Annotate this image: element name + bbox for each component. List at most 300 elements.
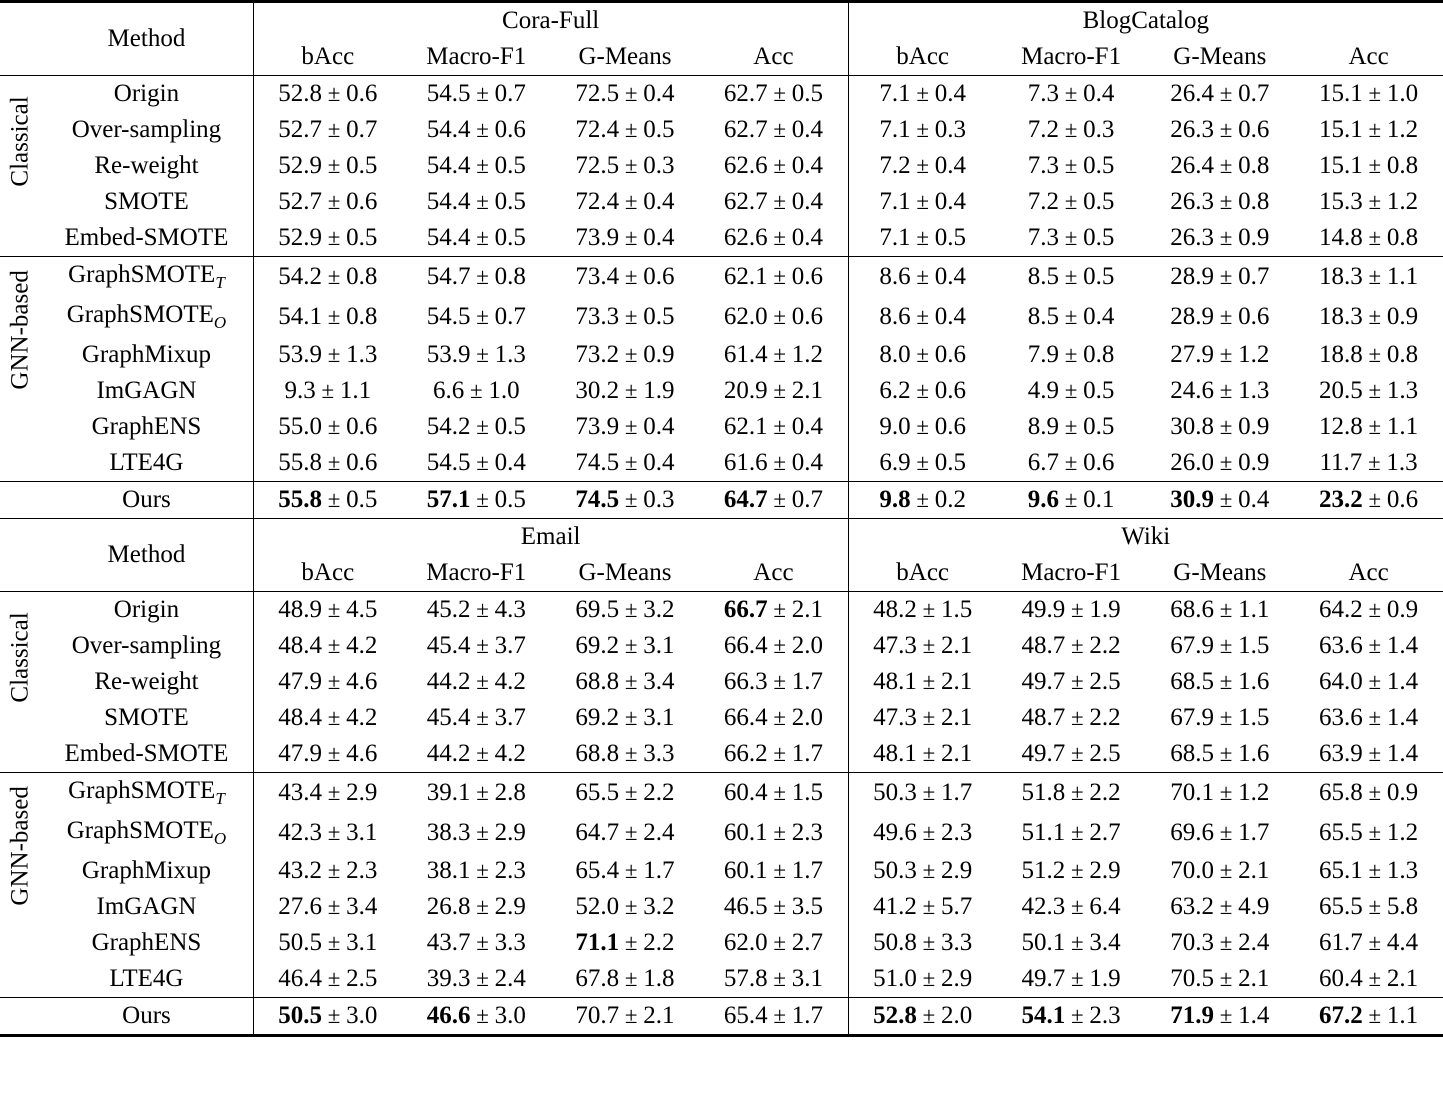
plus-minus-icon: ± bbox=[1362, 414, 1387, 439]
metric-cell bbox=[402, 813, 551, 853]
metric-std: 0.5 bbox=[791, 80, 823, 107]
metric-cell bbox=[402, 220, 551, 257]
plus-minus-icon: ± bbox=[619, 633, 644, 658]
metric-mean: 47.3 bbox=[873, 632, 917, 659]
method-name: ImGAGN bbox=[96, 377, 197, 404]
metric-mean: 72.4 bbox=[575, 188, 620, 215]
metric-cell bbox=[848, 813, 997, 853]
metric-cell bbox=[551, 925, 700, 961]
metric-std: 2.7 bbox=[1089, 819, 1121, 846]
metric-cell bbox=[551, 373, 700, 409]
metric-mean: 20.9 bbox=[723, 377, 768, 404]
metric-cell bbox=[253, 257, 402, 298]
metric-cell bbox=[848, 773, 997, 814]
plus-minus-icon: ± bbox=[321, 820, 347, 845]
metric-mean: 41.2 bbox=[873, 893, 917, 920]
method-name-cell bbox=[40, 592, 253, 629]
metric-cell bbox=[997, 736, 1146, 773]
method-subscript: T bbox=[215, 789, 225, 808]
metric-cell bbox=[551, 409, 700, 445]
metric-std: 0.2 bbox=[934, 486, 966, 513]
metric-mean: 18.8 bbox=[1319, 341, 1363, 368]
metric-mean: 39.3 bbox=[426, 965, 471, 992]
plus-minus-icon: ± bbox=[767, 189, 792, 214]
metric-std: 1.3 bbox=[494, 341, 526, 368]
plus-minus-icon: ± bbox=[1213, 597, 1239, 622]
metric-column-header: bAcc bbox=[896, 559, 950, 586]
metric-cell bbox=[848, 76, 997, 113]
method-name-cell bbox=[40, 445, 253, 482]
metric-mean: 7.1 bbox=[879, 116, 911, 143]
metric-std: 2.1 bbox=[1386, 965, 1419, 992]
metric-std: 0.5 bbox=[1083, 413, 1115, 440]
metric-std: 0.4 bbox=[791, 116, 823, 143]
plus-minus-icon: ± bbox=[767, 225, 792, 250]
metric-std: 2.0 bbox=[940, 1002, 973, 1029]
metric-cell bbox=[402, 853, 551, 889]
plus-minus-icon: ± bbox=[470, 930, 495, 955]
metric-cell bbox=[253, 961, 402, 998]
metric-cell bbox=[997, 184, 1146, 220]
metric-std: 0.8 bbox=[346, 263, 378, 290]
metric-std: 0.3 bbox=[643, 486, 675, 513]
metric-cell bbox=[699, 961, 848, 998]
metric-std: 0.7 bbox=[494, 303, 526, 330]
metric-mean: 63.2 bbox=[1170, 893, 1214, 920]
metric-cell bbox=[1145, 998, 1294, 1036]
method-name-cell bbox=[40, 409, 253, 445]
metric-std: 4.5 bbox=[346, 596, 378, 623]
metric-cell bbox=[402, 257, 551, 298]
plus-minus-icon: ± bbox=[1362, 153, 1387, 178]
metric-std: 0.4 bbox=[791, 449, 823, 476]
metric-cell bbox=[402, 373, 551, 409]
metric-cell bbox=[997, 628, 1146, 664]
metric-mean: 60.4 bbox=[723, 779, 768, 806]
method-name: Ours bbox=[122, 1002, 171, 1029]
plus-minus-icon: ± bbox=[1213, 189, 1239, 214]
metric-cell bbox=[997, 592, 1146, 629]
plus-minus-icon: ± bbox=[1362, 741, 1387, 766]
metric-mean: 64.7 bbox=[575, 819, 620, 846]
metric-std: 0.5 bbox=[1083, 224, 1115, 251]
plus-minus-icon: ± bbox=[470, 741, 495, 766]
metric-std: 4.4 bbox=[1386, 929, 1419, 956]
metric-mean: 62.1 bbox=[723, 413, 768, 440]
plus-minus-icon: ± bbox=[1213, 117, 1239, 142]
metric-mean: 20.5 bbox=[1319, 377, 1363, 404]
metric-cell bbox=[699, 373, 848, 409]
plus-minus-icon: ± bbox=[916, 820, 941, 845]
metric-cell bbox=[997, 373, 1146, 409]
metric-std: 1.2 bbox=[1386, 188, 1419, 215]
metric-std: 4.2 bbox=[494, 740, 526, 767]
plus-minus-icon: ± bbox=[321, 304, 347, 329]
metric-mean: 50.5 bbox=[278, 929, 322, 956]
metric-std: 3.3 bbox=[940, 929, 973, 956]
metric-std: 2.1 bbox=[1238, 857, 1270, 884]
metric-cell bbox=[253, 628, 402, 664]
metric-mean: 30.8 bbox=[1170, 413, 1214, 440]
metric-std: 0.8 bbox=[1083, 341, 1115, 368]
metric-mean: 42.3 bbox=[1021, 893, 1066, 920]
metric-std: 0.5 bbox=[643, 303, 675, 330]
plus-minus-icon: ± bbox=[619, 378, 644, 403]
metric-cell bbox=[848, 998, 997, 1036]
metric-std: 0.5 bbox=[494, 152, 526, 179]
ours-row bbox=[0, 482, 1443, 519]
metric-mean: 54.4 bbox=[426, 188, 471, 215]
metric-cell bbox=[997, 297, 1146, 337]
metric-cell bbox=[253, 445, 402, 482]
plus-minus-icon: ± bbox=[916, 1003, 941, 1028]
metric-std: 0.4 bbox=[1238, 486, 1270, 513]
metric-cell bbox=[402, 961, 551, 998]
metric-cell bbox=[997, 998, 1146, 1036]
plus-minus-icon: ± bbox=[1362, 378, 1387, 403]
metric-cell bbox=[402, 184, 551, 220]
metric-std: 3.4 bbox=[643, 668, 675, 695]
metric-cell bbox=[551, 889, 700, 925]
metric-std: 2.2 bbox=[643, 929, 675, 956]
metric-mean: 6.7 bbox=[1027, 449, 1060, 476]
metric-std: 0.4 bbox=[643, 80, 675, 107]
plus-minus-icon: ± bbox=[910, 304, 935, 329]
plus-minus-icon: ± bbox=[470, 858, 495, 883]
plus-minus-icon: ± bbox=[916, 741, 941, 766]
metric-cell bbox=[402, 736, 551, 773]
metric-mean: 54.1 bbox=[278, 303, 322, 330]
plus-minus-icon: ± bbox=[767, 597, 792, 622]
method-name: GraphENS bbox=[91, 413, 202, 440]
plus-minus-icon: ± bbox=[470, 304, 495, 329]
metric-mean: 7.3 bbox=[1027, 152, 1060, 179]
metric-cell bbox=[1294, 925, 1443, 961]
plus-minus-icon: ± bbox=[321, 858, 347, 883]
metric-mean: 27.9 bbox=[1170, 341, 1214, 368]
method-name: ImGAGN bbox=[96, 893, 197, 920]
metric-std: 1.7 bbox=[1238, 819, 1270, 846]
plus-minus-icon: ± bbox=[767, 894, 792, 919]
plus-minus-icon: ± bbox=[470, 820, 495, 845]
method-name-cell bbox=[40, 664, 253, 700]
metric-cell bbox=[997, 925, 1146, 961]
metric-cell bbox=[551, 220, 700, 257]
metric-cell bbox=[1145, 961, 1294, 998]
metric-std: 1.6 bbox=[1238, 740, 1270, 767]
table-row bbox=[0, 700, 1443, 736]
plus-minus-icon: ± bbox=[1362, 930, 1387, 955]
metric-std: 0.4 bbox=[791, 224, 823, 251]
metric-mean: 65.1 bbox=[1319, 857, 1363, 884]
metric-mean: 63.9 bbox=[1319, 740, 1363, 767]
metric-mean: 43.4 bbox=[278, 779, 322, 806]
plus-minus-icon: ± bbox=[1213, 378, 1239, 403]
metric-cell bbox=[253, 184, 402, 220]
plus-minus-icon: ± bbox=[916, 633, 941, 658]
metric-cell bbox=[997, 853, 1146, 889]
metric-cell bbox=[551, 257, 700, 298]
metric-std: 3.0 bbox=[346, 1002, 378, 1029]
metric-mean: 73.3 bbox=[575, 303, 620, 330]
metric-mean: 7.2 bbox=[879, 152, 911, 179]
method-name: SMOTE bbox=[104, 188, 189, 215]
plus-minus-icon: ± bbox=[916, 966, 941, 991]
method-name: GraphMixup bbox=[81, 341, 212, 368]
plus-minus-icon: ± bbox=[1213, 780, 1239, 805]
metric-mean: 69.5 bbox=[575, 596, 620, 623]
metric-mean: 50.1 bbox=[1021, 929, 1066, 956]
plus-minus-icon: ± bbox=[619, 414, 644, 439]
plus-minus-icon: ± bbox=[767, 414, 792, 439]
metric-std: 0.8 bbox=[1386, 152, 1419, 179]
metric-mean: 7.1 bbox=[879, 188, 911, 215]
metric-mean: 68.5 bbox=[1170, 668, 1214, 695]
metric-mean: 8.9 bbox=[1027, 413, 1060, 440]
metric-mean: 52.7 bbox=[278, 188, 322, 215]
metric-std: 3.1 bbox=[791, 965, 823, 992]
metric-std: 1.7 bbox=[791, 668, 823, 695]
metric-std: 0.5 bbox=[934, 449, 966, 476]
metric-mean: 14.8 bbox=[1319, 224, 1363, 251]
metric-mean: 49.7 bbox=[1021, 740, 1066, 767]
plus-minus-icon: ± bbox=[470, 669, 495, 694]
metric-cell bbox=[699, 998, 848, 1036]
plus-minus-icon: ± bbox=[1362, 487, 1387, 512]
metric-cell bbox=[997, 257, 1146, 298]
metric-cell bbox=[699, 889, 848, 925]
metric-std: 0.5 bbox=[1083, 263, 1115, 290]
metric-std: 3.1 bbox=[643, 704, 675, 731]
method-name-cell bbox=[40, 297, 253, 337]
metric-std: 0.9 bbox=[643, 341, 675, 368]
metric-cell bbox=[1294, 482, 1443, 519]
metric-std: 0.5 bbox=[346, 486, 378, 513]
metric-mean: 73.2 bbox=[575, 341, 620, 368]
metric-cell bbox=[1145, 184, 1294, 220]
plus-minus-icon: ± bbox=[1059, 414, 1084, 439]
metric-mean: 54.4 bbox=[426, 152, 471, 179]
metric-cell bbox=[848, 592, 997, 629]
metric-mean: 15.1 bbox=[1319, 152, 1363, 179]
metric-cell bbox=[699, 773, 848, 814]
metric-cell bbox=[699, 628, 848, 664]
plus-minus-icon: ± bbox=[1213, 81, 1239, 106]
metric-mean: 54.4 bbox=[426, 116, 471, 143]
metric-mean: 60.1 bbox=[723, 857, 768, 884]
plus-minus-icon: ± bbox=[1362, 669, 1387, 694]
metric-mean: 48.4 bbox=[278, 632, 322, 659]
metric-cell bbox=[551, 76, 700, 113]
metric-cell bbox=[699, 409, 848, 445]
metric-std: 2.2 bbox=[1089, 704, 1121, 731]
metric-mean: 70.0 bbox=[1170, 857, 1214, 884]
plus-minus-icon: ± bbox=[916, 669, 941, 694]
dataset-header-row bbox=[0, 519, 1443, 556]
metric-mean: 38.1 bbox=[426, 857, 471, 884]
metric-std: 1.7 bbox=[940, 779, 973, 806]
metric-cell bbox=[699, 592, 848, 629]
plus-minus-icon: ± bbox=[767, 153, 792, 178]
metric-cell bbox=[402, 76, 551, 113]
metric-cell bbox=[997, 813, 1146, 853]
metric-std: 5.8 bbox=[1386, 893, 1419, 920]
metric-mean: 66.4 bbox=[723, 704, 768, 731]
metric-std: 1.4 bbox=[1386, 668, 1419, 695]
metric-mean: 26.0 bbox=[1170, 449, 1214, 476]
plus-minus-icon: ± bbox=[1065, 669, 1090, 694]
plus-minus-icon: ± bbox=[619, 225, 644, 250]
plus-minus-icon: ± bbox=[1213, 304, 1239, 329]
metric-std: 0.6 bbox=[1386, 486, 1419, 513]
dataset-name-header: BlogCatalog bbox=[848, 2, 1443, 40]
method-name: Ours bbox=[122, 486, 171, 513]
metric-cell bbox=[1294, 445, 1443, 482]
table-row bbox=[0, 297, 1443, 337]
method-name: Embed-SMOTE bbox=[64, 740, 229, 767]
metric-cell bbox=[848, 184, 997, 220]
metric-std: 2.4 bbox=[643, 819, 675, 846]
metric-std: 0.5 bbox=[494, 224, 526, 251]
plus-minus-icon: ± bbox=[619, 487, 644, 512]
plus-minus-icon: ± bbox=[321, 153, 347, 178]
metric-cell bbox=[253, 889, 402, 925]
metric-cell bbox=[551, 773, 700, 814]
metric-mean: 4.9 bbox=[1027, 377, 1060, 404]
plus-minus-icon: ± bbox=[1362, 450, 1387, 475]
metric-cell bbox=[699, 297, 848, 337]
metric-mean: 46.6 bbox=[426, 1002, 471, 1029]
metric-std: 0.4 bbox=[791, 152, 823, 179]
metric-std: 2.3 bbox=[346, 857, 378, 884]
metric-std: 2.3 bbox=[940, 819, 973, 846]
metric-cell bbox=[1145, 482, 1294, 519]
method-name: Over-sampling bbox=[71, 116, 222, 143]
plus-minus-icon: ± bbox=[1362, 597, 1387, 622]
metric-cell bbox=[253, 148, 402, 184]
plus-minus-icon: ± bbox=[321, 117, 347, 142]
metric-cell bbox=[1145, 664, 1294, 700]
metric-column-header: Macro-F1 bbox=[426, 559, 527, 586]
metric-mean: 9.0 bbox=[879, 413, 911, 440]
plus-minus-icon: ± bbox=[619, 1003, 644, 1028]
group-label-text: GNN-based bbox=[6, 785, 34, 906]
plus-minus-icon: ± bbox=[1059, 487, 1084, 512]
method-name-cell bbox=[40, 337, 253, 373]
metric-std: 0.7 bbox=[1238, 263, 1270, 290]
metric-mean: 45.2 bbox=[426, 596, 471, 623]
metric-cell bbox=[699, 482, 848, 519]
metric-std: 4.6 bbox=[346, 668, 378, 695]
metric-cell bbox=[848, 112, 997, 148]
metric-std: 2.3 bbox=[494, 857, 526, 884]
metric-std: 1.9 bbox=[1089, 596, 1121, 623]
metric-std: 0.3 bbox=[934, 116, 966, 143]
metric-std: 2.9 bbox=[494, 819, 526, 846]
plus-minus-icon: ± bbox=[619, 966, 644, 991]
plus-minus-icon: ± bbox=[1213, 741, 1239, 766]
plus-minus-icon: ± bbox=[321, 414, 347, 439]
metric-std: 1.5 bbox=[791, 779, 823, 806]
metric-cell bbox=[1145, 813, 1294, 853]
metric-std: 5.7 bbox=[940, 893, 973, 920]
metric-std: 1.2 bbox=[1238, 779, 1270, 806]
metric-cell bbox=[253, 925, 402, 961]
group-label-text: Classical bbox=[6, 95, 34, 187]
metric-mean: 54.5 bbox=[426, 303, 471, 330]
metric-std: 4.9 bbox=[1238, 893, 1270, 920]
metric-std: 0.5 bbox=[1083, 188, 1115, 215]
table-row bbox=[0, 373, 1443, 409]
plus-minus-icon: ± bbox=[1059, 342, 1084, 367]
metric-mean: 64.0 bbox=[1319, 668, 1363, 695]
metric-mean: 57.1 bbox=[426, 486, 471, 513]
metric-std: 3.3 bbox=[643, 740, 675, 767]
metric-cell bbox=[1145, 112, 1294, 148]
metric-cell bbox=[848, 736, 997, 773]
metric-mean: 7.1 bbox=[879, 224, 911, 251]
metric-std: 0.4 bbox=[494, 449, 526, 476]
metric-mean: 67.9 bbox=[1170, 704, 1214, 731]
metric-std: 0.4 bbox=[934, 263, 966, 290]
plus-minus-icon: ± bbox=[767, 81, 792, 106]
metric-cell bbox=[997, 112, 1146, 148]
method-name-cell bbox=[40, 482, 253, 519]
metric-mean: 48.4 bbox=[278, 704, 322, 731]
plus-minus-icon: ± bbox=[910, 264, 935, 289]
metric-mean: 54.5 bbox=[426, 80, 471, 107]
metric-cell bbox=[699, 736, 848, 773]
metric-cell bbox=[551, 700, 700, 736]
metric-mean: 48.1 bbox=[873, 740, 917, 767]
plus-minus-icon: ± bbox=[1065, 597, 1090, 622]
metric-mean: 54.7 bbox=[426, 263, 471, 290]
metric-mean: 62.1 bbox=[723, 263, 768, 290]
plus-minus-icon: ± bbox=[1213, 225, 1239, 250]
group-label-text: GNN-based bbox=[6, 269, 34, 390]
metric-mean: 73.4 bbox=[575, 263, 620, 290]
plus-minus-icon: ± bbox=[1362, 894, 1387, 919]
metric-column-header: bAcc bbox=[301, 43, 355, 70]
plus-minus-icon: ± bbox=[1362, 225, 1387, 250]
metric-cell bbox=[699, 337, 848, 373]
plus-minus-icon: ± bbox=[1362, 264, 1387, 289]
metric-cell bbox=[997, 700, 1146, 736]
metric-std: 4.2 bbox=[346, 704, 378, 731]
metric-std: 1.2 bbox=[1386, 116, 1419, 143]
method-name-cell bbox=[40, 628, 253, 664]
metric-mean: 65.5 bbox=[575, 779, 620, 806]
metric-mean: 62.0 bbox=[723, 303, 768, 330]
metric-mean: 15.3 bbox=[1319, 188, 1363, 215]
metric-std: 0.3 bbox=[1083, 116, 1115, 143]
metric-cell bbox=[848, 700, 997, 736]
metric-std: 0.6 bbox=[1238, 303, 1270, 330]
plus-minus-icon: ± bbox=[321, 264, 347, 289]
metric-cell bbox=[699, 925, 848, 961]
plus-minus-icon: ± bbox=[1059, 450, 1084, 475]
metric-cell bbox=[1145, 889, 1294, 925]
metric-cell bbox=[402, 297, 551, 337]
metric-cell bbox=[253, 853, 402, 889]
metric-std: 0.7 bbox=[1238, 80, 1270, 107]
metric-std: 1.9 bbox=[643, 377, 675, 404]
metric-mean: 69.6 bbox=[1170, 819, 1214, 846]
metric-cell bbox=[1294, 148, 1443, 184]
metric-mean: 45.4 bbox=[426, 704, 471, 731]
metric-std: 1.3 bbox=[1386, 449, 1418, 476]
metric-std: 3.4 bbox=[346, 893, 378, 920]
